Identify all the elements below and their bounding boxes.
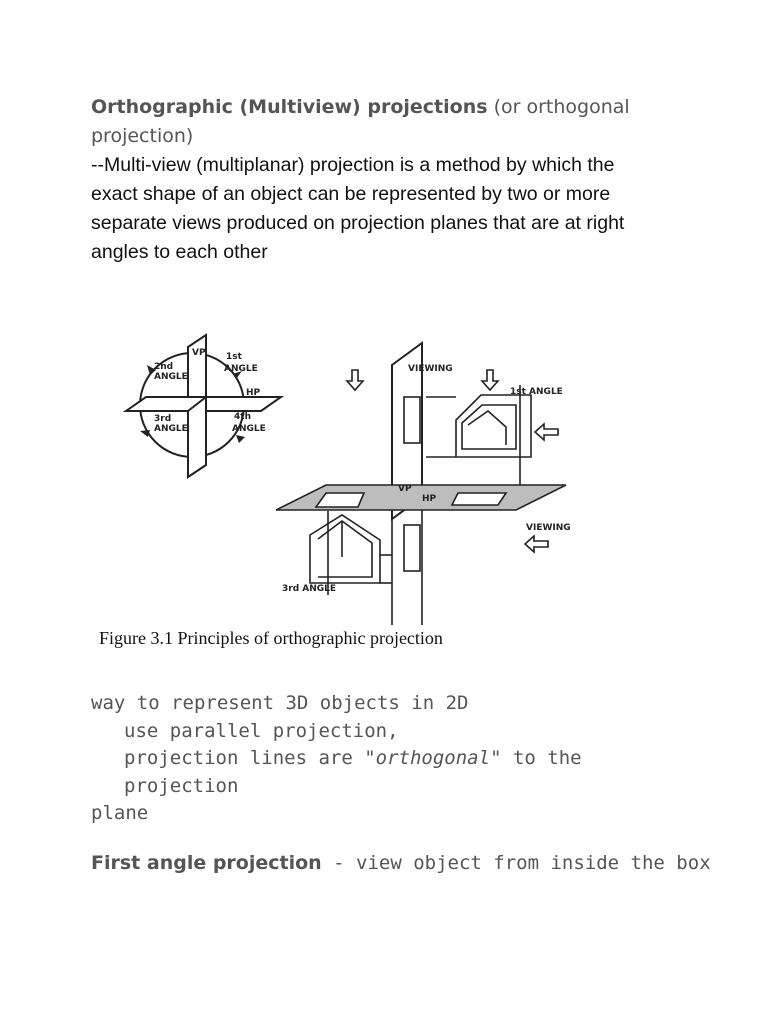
heading-bold: Orthographic (Multiview) projections [91,96,488,118]
note-emphasis: orthogonal [375,747,491,769]
notes-section [91,690,691,828]
label-first: 1st [226,352,242,362]
label-second-angle: ANGLE [154,372,188,382]
paragraph-line: exact shape of an object can be represented by two or more [91,183,611,205]
note-line: way to represent 3D objects in 2D [91,692,469,714]
label-fourth: 4th [234,412,251,422]
final-rest: - view object from inside the box [321,852,711,874]
label-first-angle-right: 1st ANGLE [510,387,563,397]
note-line: use parallel projection, [124,719,399,742]
heading-rest: (or orthogonal [487,96,630,118]
label-viewing-right: VIEWING [526,523,571,533]
paragraph-line: angles to each other [91,241,268,263]
label-third: 3rd [154,414,172,424]
label-third-angle-bottom: 3rd ANGLE [282,584,337,594]
figure-caption: Figure 3.1 Principles of orthographic projection [99,628,443,648]
label-vp-left: VP [192,348,206,358]
note-line: plane [91,802,149,824]
intro-section [91,93,691,267]
label-second: 2nd [154,362,174,372]
section-heading [91,93,691,122]
label-first-angle: ANGLE [224,364,258,374]
horizontal-plane [276,485,566,510]
paragraph-line: --Multi-view (multiplanar) projection is a method by which the [91,154,615,176]
label-third-angle: ANGLE [154,424,188,434]
label-vp-center: VP [398,484,412,494]
label-hp-left: HP [246,388,261,398]
label-fourth-angle: ANGLE [232,424,266,434]
heading-continuation: projection) [91,125,194,147]
first-angle-heading [91,852,711,874]
projection-diagram [96,325,616,625]
note-line [91,745,691,800]
label-viewing-top: VIEWING [408,364,453,374]
label-hp-center: HP [422,494,437,504]
note-text: " to the projection [124,747,582,797]
paragraph-line: separate views produced on projection planes that are at right [91,212,625,234]
final-bold: First angle projection [91,852,322,874]
note-text: projection lines are " [124,747,376,769]
projection-figure [96,325,616,665]
first-angle-object [426,385,531,485]
third-angle-object [310,511,392,595]
